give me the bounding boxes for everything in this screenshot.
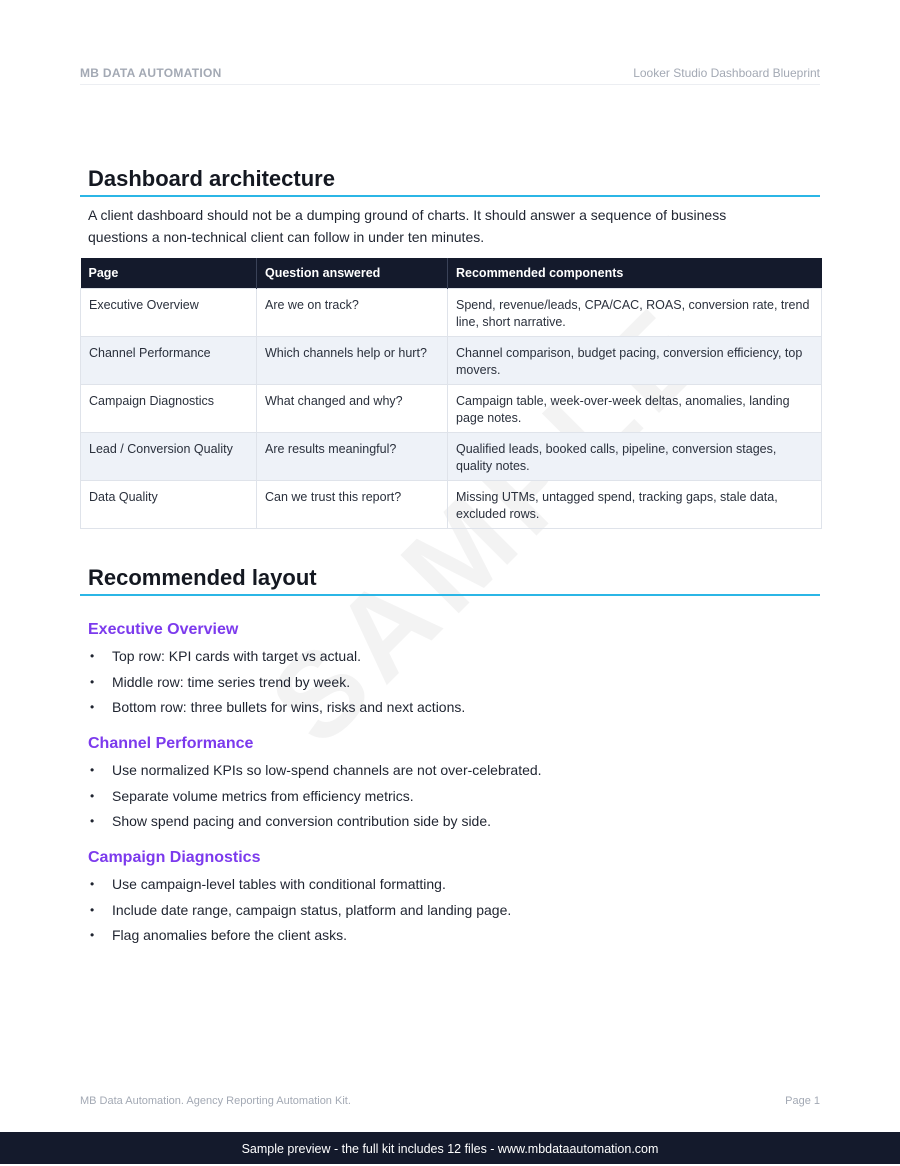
table-cell: Can we trust this report? — [257, 481, 448, 529]
bullet-icon: • — [90, 649, 95, 663]
table-row — [81, 481, 822, 529]
section-rule — [80, 594, 820, 596]
bullet-icon: • — [90, 700, 95, 714]
bullet-icon: • — [90, 877, 95, 891]
list-item: • Middle row: time series trend by week. — [90, 673, 351, 690]
table-cell: Which channels help or hurt? — [257, 337, 448, 385]
subheading-channel-performance: Channel Performance — [88, 735, 254, 752]
subheading-executive-overview: Executive Overview — [88, 621, 239, 638]
table-row — [81, 385, 822, 433]
table-row — [81, 433, 822, 481]
intro-paragraph: A client dashboard should not be a dumping ground of charts. It should answer a sequence of business questions a non-technical client can follow in under ten minutes. — [88, 207, 727, 245]
list-item: • Include date range, campaign status, platform and landing page. — [90, 901, 512, 918]
table-cell: Spend, revenue/leads, CPA/CAC, ROAS, conversion rate, trend line, short narrative. — [448, 289, 822, 337]
bullet-list — [88, 646, 465, 723]
bullet-icon: • — [90, 763, 95, 777]
list-item: • Use campaign-level tables with conditional formatting. — [90, 876, 446, 892]
section-rule — [80, 195, 820, 197]
bullet-icon: • — [90, 814, 95, 828]
table-cell: Data Quality — [81, 481, 257, 529]
bullet-list — [88, 874, 511, 951]
table-cell: Executive Overview — [81, 289, 257, 337]
table-cell: Lead / Conversion Quality — [81, 433, 257, 481]
footer-text: MB Data Automation. Agency Reporting Automation Kit. — [80, 1095, 351, 1107]
list-item: • Use normalized KPIs so low-spend channels are not over-celebrated. — [90, 762, 542, 778]
table-cell: Are we on track? — [257, 289, 448, 337]
bullet-list — [88, 760, 542, 837]
brand-name: MB DATA AUTOMATION — [80, 66, 222, 80]
column-header: Question answered — [257, 258, 448, 289]
list-item: • Separate volume metrics from efficiency metrics. — [90, 787, 414, 804]
table-row — [81, 337, 822, 385]
table-cell: What changed and why? — [257, 385, 448, 433]
preview-banner: Sample preview - the full kit includes 12 files - www.mbdataautomation.com — [0, 1132, 900, 1164]
bullet-icon: • — [90, 674, 95, 689]
architecture-table — [80, 258, 822, 529]
page-number: Page 1 — [785, 1095, 820, 1107]
bullet-icon: • — [90, 928, 95, 942]
document-title: Looker Studio Dashboard Blueprint — [633, 66, 820, 80]
list-item: • Bottom row: three bullets for wins, risks and next actions. — [90, 699, 466, 715]
table-cell: Are results meaningful? — [257, 433, 448, 481]
table-cell: Channel Performance — [81, 337, 257, 385]
table-cell: Missing UTMs, untagged spend, tracking gaps, stale data, excluded rows. — [448, 481, 822, 529]
table-cell: Channel comparison, budget pacing, conversion efficiency, top movers. — [448, 337, 822, 385]
table-header-row — [81, 258, 822, 289]
table-row — [81, 289, 822, 337]
section-title-architecture: Dashboard architecture — [88, 166, 335, 191]
table-cell: Campaign table, week-over-week deltas, anomalies, landing page notes. — [448, 385, 822, 433]
list-item: • Top row: KPI cards with target vs actual. — [90, 648, 361, 664]
subheading-campaign-diagnostics: Campaign Diagnostics — [88, 849, 261, 866]
section-title-layout: Recommended layout — [88, 565, 317, 590]
table-cell: Campaign Diagnostics — [81, 385, 257, 433]
bullet-icon: • — [90, 902, 95, 917]
list-item: • Flag anomalies before the client asks. — [90, 927, 348, 943]
column-header: Page — [81, 258, 257, 289]
page-header — [80, 64, 820, 85]
table-cell: Qualified leads, booked calls, pipeline, conversion stages, quality notes. — [448, 433, 822, 481]
column-header: Recommended components — [448, 258, 822, 289]
bullet-icon: • — [90, 788, 95, 803]
list-item: • Show spend pacing and conversion contribution side by side. — [90, 813, 492, 829]
